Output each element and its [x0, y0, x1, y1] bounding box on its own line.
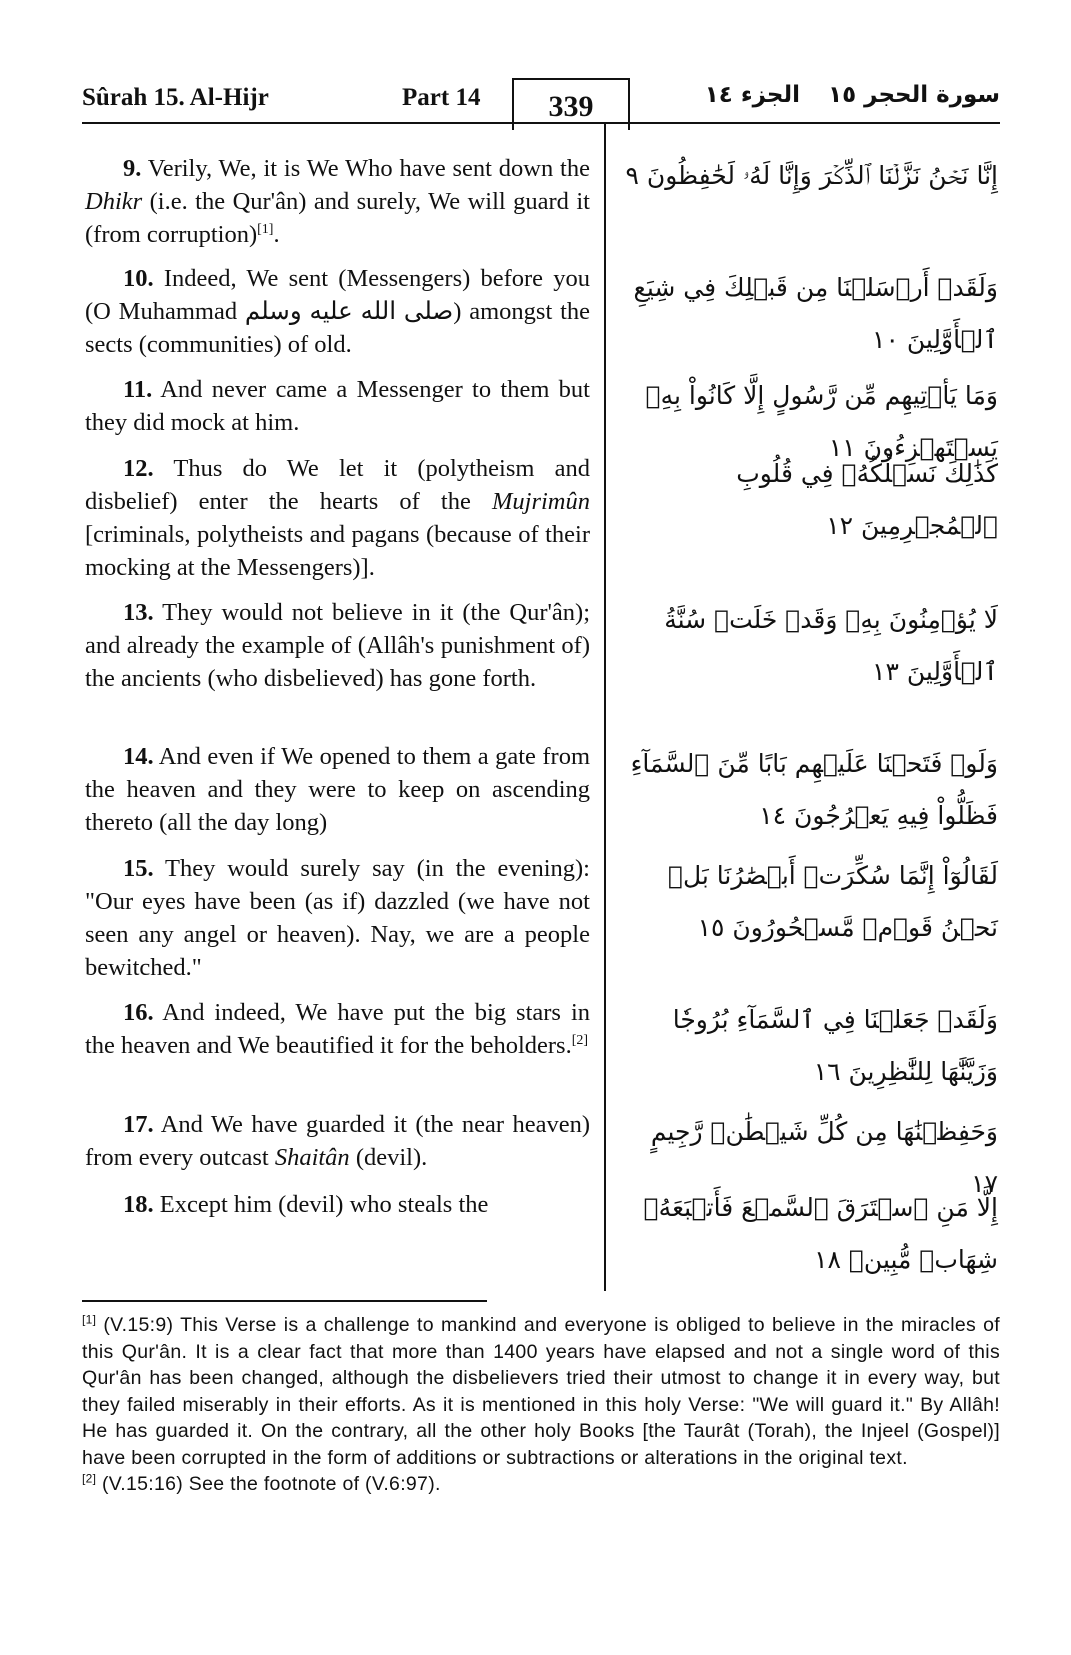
verse-text: Verily, We, it is We Who have sent down the	[141, 155, 590, 182]
verse-text: [criminals, polytheists and pagans (because of their mocking at the Messengers)].	[85, 521, 590, 581]
verse-10	[85, 262, 590, 361]
page-header	[82, 70, 1000, 126]
verse-13	[85, 596, 590, 695]
verse-text: .	[273, 221, 280, 248]
verse-16	[85, 996, 590, 1062]
verse-text: Indeed, We sent (Messengers) before you (O Muhammad صلى الله عليه وسلم) amongst the sects (communities) of old.	[85, 265, 591, 358]
arabic-verse-17: وَحَفِظۡنَٰهَا مِن كُلِّ شَيۡطَٰنٖ رَّجِيمٍ ١٧	[650, 1117, 998, 1198]
arabic-verse-10: وَلَقَدۡ أَرۡسَلۡنَا مِن قَبۡلِكَ فِي شِيَعِ ٱلۡأَوَّلِينَ ١٠	[633, 273, 998, 354]
verse-text: And even if We opened to them a gate from the heaven and they were to keep on ascending thereto (all the day long)	[85, 743, 590, 836]
verse-number: 12.	[123, 455, 154, 482]
verse-number: 15.	[123, 855, 154, 882]
verse-text: And We have guarded it (the near heaven) from every outcast	[85, 1111, 590, 1171]
footnote-1	[82, 1312, 1000, 1471]
footnote-2	[82, 1471, 1000, 1498]
surah-title-ar: سورة الحجر ١٥	[828, 82, 1000, 108]
verse-number: 9.	[123, 155, 142, 182]
arabic-verse-12: كَذَٰلِكَ نَسۡلُكُهُۥ فِي قُلُوبِ ٱلۡمُجۡرِمِينَ ١٢	[736, 459, 998, 540]
arabic-verse-9: إِنَّا نَحۡنُ نَزَّلۡنَا ٱلذِّكۡرَ وَإِنَّا لَهُۥ لَحَٰفِظُونَ ٩	[625, 161, 998, 190]
verse-italic: Shaitân	[274, 1144, 350, 1171]
verse-12	[85, 452, 590, 584]
surah-title-en: Sûrah 15. Al-Hijr	[82, 84, 269, 111]
footnote-ref: [1]	[257, 221, 274, 237]
verse-number: 14.	[123, 743, 154, 770]
arabic-verse-15: لَقَالُوٓاْ إِنَّمَا سُكِّرَتۡ أَبۡصَٰرُنَا بَلۡ نَحۡنُ قَوۡمٞ مَّسۡحُورُونَ ١٥	[667, 861, 998, 942]
footnote-mark: [1]	[82, 1312, 97, 1327]
arabic-verse-11: وَمَا يَأۡتِيهِم مِّن رَّسُولٍ إِلَّا كَانُواْ بِهِۦ يَسۡتَهۡزِءُونَ ١١	[645, 381, 998, 462]
verse-text: And never came a Messenger to them but they did mock at him.	[85, 376, 590, 436]
part-label-ar: الجزء ١٤	[704, 82, 800, 108]
verse-number: 10.	[123, 265, 154, 292]
footnote-rule	[82, 1300, 487, 1302]
verse-text: Thus do We let it (polytheism and disbelief) enter the hearts of the	[85, 455, 590, 515]
footnote-text: (V.15:9) This Verse is a challenge to mankind and everyone is obliged to believe in the miracles of this Qur'ân. It is a clear fact that more than 1400 years have elapsed and not a single word of this Qur'ân has been changed, although the disbelievers tried their utmost to change it in every way, but they failed miserably in their efforts. As it is mentioned in this holy Verse: "We will guard it." By Allâh! He has guarded it. On the contrary, all the other holy Books [the Taurât (Torah), the Injeel (Gospel)] have been corrupted in the form of additions or subtractions or alterations in the original text.	[82, 1314, 1000, 1469]
verse-number: 13.	[123, 599, 154, 626]
verse-number: 16.	[123, 999, 154, 1026]
verse-9	[85, 152, 590, 251]
part-label-en: Part 14	[402, 84, 481, 111]
verse-text: And indeed, We have put the big stars in the heaven and We beautified it for the beholders.	[85, 999, 590, 1059]
footnote-ref: [2]	[571, 1032, 589, 1048]
header-rule	[82, 122, 1000, 124]
arabic-verse-13: لَا يُؤۡمِنُونَ بِهِۦ وَقَدۡ خَلَتۡ سُنَّةُ ٱلۡأَوَّلِينَ ١٣	[664, 605, 998, 686]
verse-italic: Dhikr	[85, 188, 143, 215]
column-divider	[604, 124, 606, 1291]
arabic-verse-18: إِلَّا مَنِ ٱسۡتَرَقَ ٱلسَّمۡعَ فَأَتۡبَعَهُۥ شِهَابٞ مُّبِينٞ ١٨	[643, 1193, 998, 1274]
verse-18	[85, 1188, 590, 1221]
verse-15	[85, 852, 590, 984]
verse-number: 17.	[123, 1111, 154, 1138]
verse-text: They would not believe in it (the Qur'ân); and already the example of (Allâh's punishment of) the ancients (who disbelieved) has gone forth.	[85, 599, 590, 692]
footnote-mark: [2]	[82, 1471, 97, 1486]
footnote-text: (V.15:16) See the footnote of (V.6:97).	[96, 1473, 441, 1495]
verse-14	[85, 740, 590, 839]
verse-text: They would surely say (in the evening): "Our eyes have been (as if) dazzled (we have not seen any angel or heaven). Nay, we are a people bewitched."	[85, 855, 590, 981]
verse-text: Except him (devil) who steals the	[153, 1191, 489, 1218]
verse-text: (i.e. the Qur'ân) and surely, We will guard it (from corruption)	[85, 188, 590, 248]
verse-11	[85, 373, 590, 439]
verse-italic: Mujrimûn	[492, 488, 590, 515]
verse-number: 11.	[123, 376, 153, 403]
verse-number: 18.	[123, 1191, 154, 1218]
arabic-verse-16: وَلَقَدۡ جَعَلۡنَا فِي ٱلسَّمَآءِ بُرُوجٗا وَزَيَّنَّٰهَا لِلنَّٰظِرِينَ ١٦	[672, 1005, 998, 1086]
arabic-verse-14: وَلَوۡ فَتَحۡنَا عَلَيۡهِم بَابًا مِّنَ ٱلسَّمَآءِ فَظَلُّواْ فِيهِ يَعۡرُجُونَ ١٤	[630, 749, 998, 830]
verse-17	[85, 1108, 590, 1174]
page-number: 339	[512, 78, 630, 130]
verse-text: (devil).	[349, 1144, 428, 1171]
footnotes	[82, 1312, 1000, 1498]
